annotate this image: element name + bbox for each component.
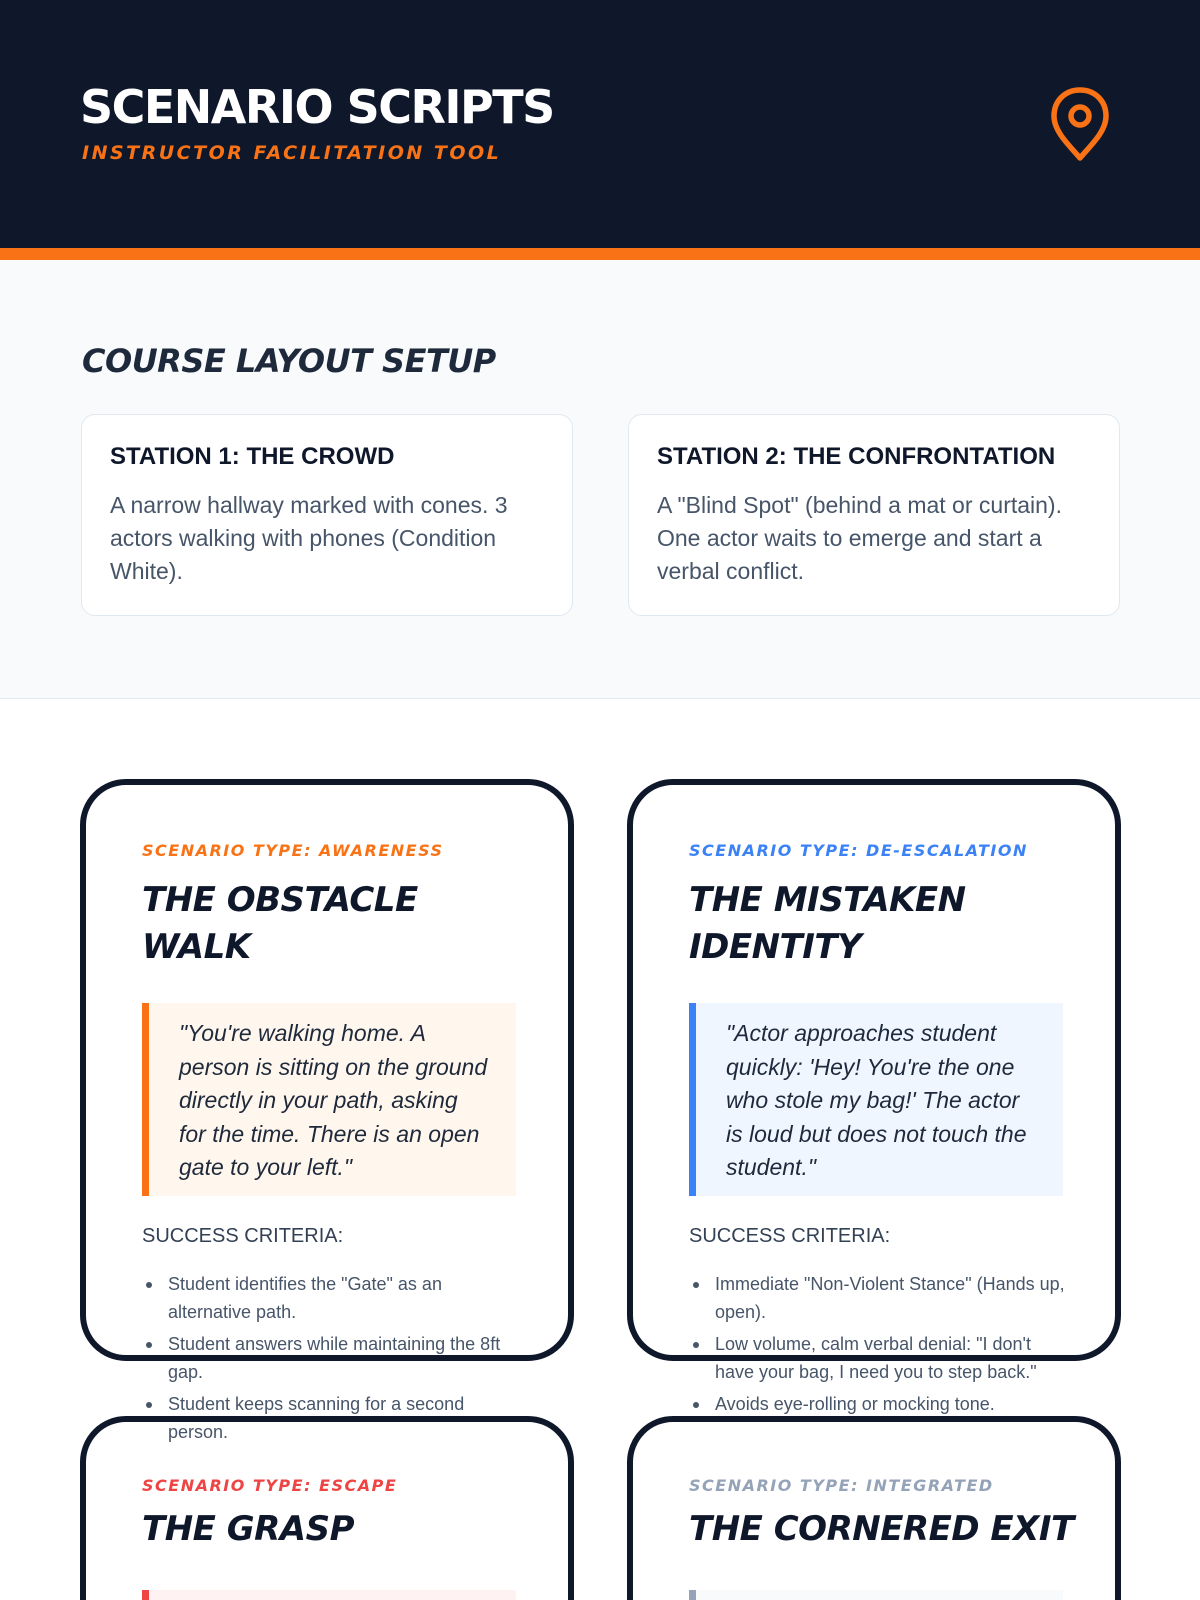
success-criteria-label: SUCCESS CRITERIA: <box>689 1225 891 1247</box>
list-item: Student answers while maintaining the 8ft gap. <box>142 1330 518 1386</box>
station-description: A "Blind Spot" (behind a mat or curtain). One actor waits to emerge and start a verbal conflict. <box>657 492 1062 584</box>
list-item: Student identifies the "Gate" as an alternative path. <box>142 1270 518 1326</box>
map-pin-icon <box>1048 86 1112 164</box>
scenario-type: SCENARIO TYPE: ESCAPE <box>142 1476 398 1495</box>
scenario-title: THE MISTAKEN IDENTITY <box>689 880 966 967</box>
scenario-type: SCENARIO TYPE: DE-ESCALATION <box>689 841 1028 860</box>
station-card <box>81 414 573 616</box>
list-item: Avoids eye-rolling or mocking tone. <box>689 1390 1065 1418</box>
station-title: STATION 1: THE CROWD <box>110 443 395 470</box>
scenario-card <box>80 779 574 1361</box>
list-item: Student keeps scanning for a second person. <box>142 1390 518 1446</box>
scenario-title: THE OBSTACLE WALK <box>142 880 418 967</box>
station-title: STATION 2: THE CONFRONTATION <box>657 443 1056 470</box>
page-header <box>0 0 1200 260</box>
scenario-title: THE CORNERED EXIT <box>689 1509 1074 1549</box>
scenario-type: SCENARIO TYPE: AWARENESS <box>142 841 444 860</box>
list-item: Low volume, calm verbal denial: "I don't have your bag, I need you to step back." <box>689 1330 1065 1386</box>
success-criteria-label: SUCCESS CRITERIA: <box>142 1225 344 1247</box>
scenario-quote <box>689 1590 1063 1600</box>
course-layout-section <box>0 260 1200 699</box>
scenario-card <box>80 1416 574 1600</box>
page-subtitle: INSTRUCTOR FACILITATION TOOL <box>82 142 502 164</box>
station-card <box>628 414 1120 616</box>
scenario-quote: "You're walking home. A person is sitting on the ground directly in your path, asking for the time. There is an open gate to your left." <box>142 1003 516 1196</box>
scenario-card <box>627 1416 1121 1600</box>
scenario-type: SCENARIO TYPE: INTEGRATED <box>689 1476 994 1495</box>
station-description: A narrow hallway marked with cones. 3 actors walking with phones (Condition White). <box>110 492 508 584</box>
section-title: COURSE LAYOUT SETUP <box>82 342 496 380</box>
scenario-title: THE GRASP <box>142 1509 355 1549</box>
scenario-quote: "Actor approaches student quickly: 'Hey! You're the one who stole my bag!' The actor is loud but does not touch the student." <box>689 1003 1063 1196</box>
scenario-quote <box>142 1590 516 1600</box>
list-item: Immediate "Non-Violent Stance" (Hands up, open). <box>689 1270 1065 1326</box>
scenario-card <box>627 779 1121 1361</box>
page-title: SCENARIO SCRIPTS <box>80 80 554 134</box>
